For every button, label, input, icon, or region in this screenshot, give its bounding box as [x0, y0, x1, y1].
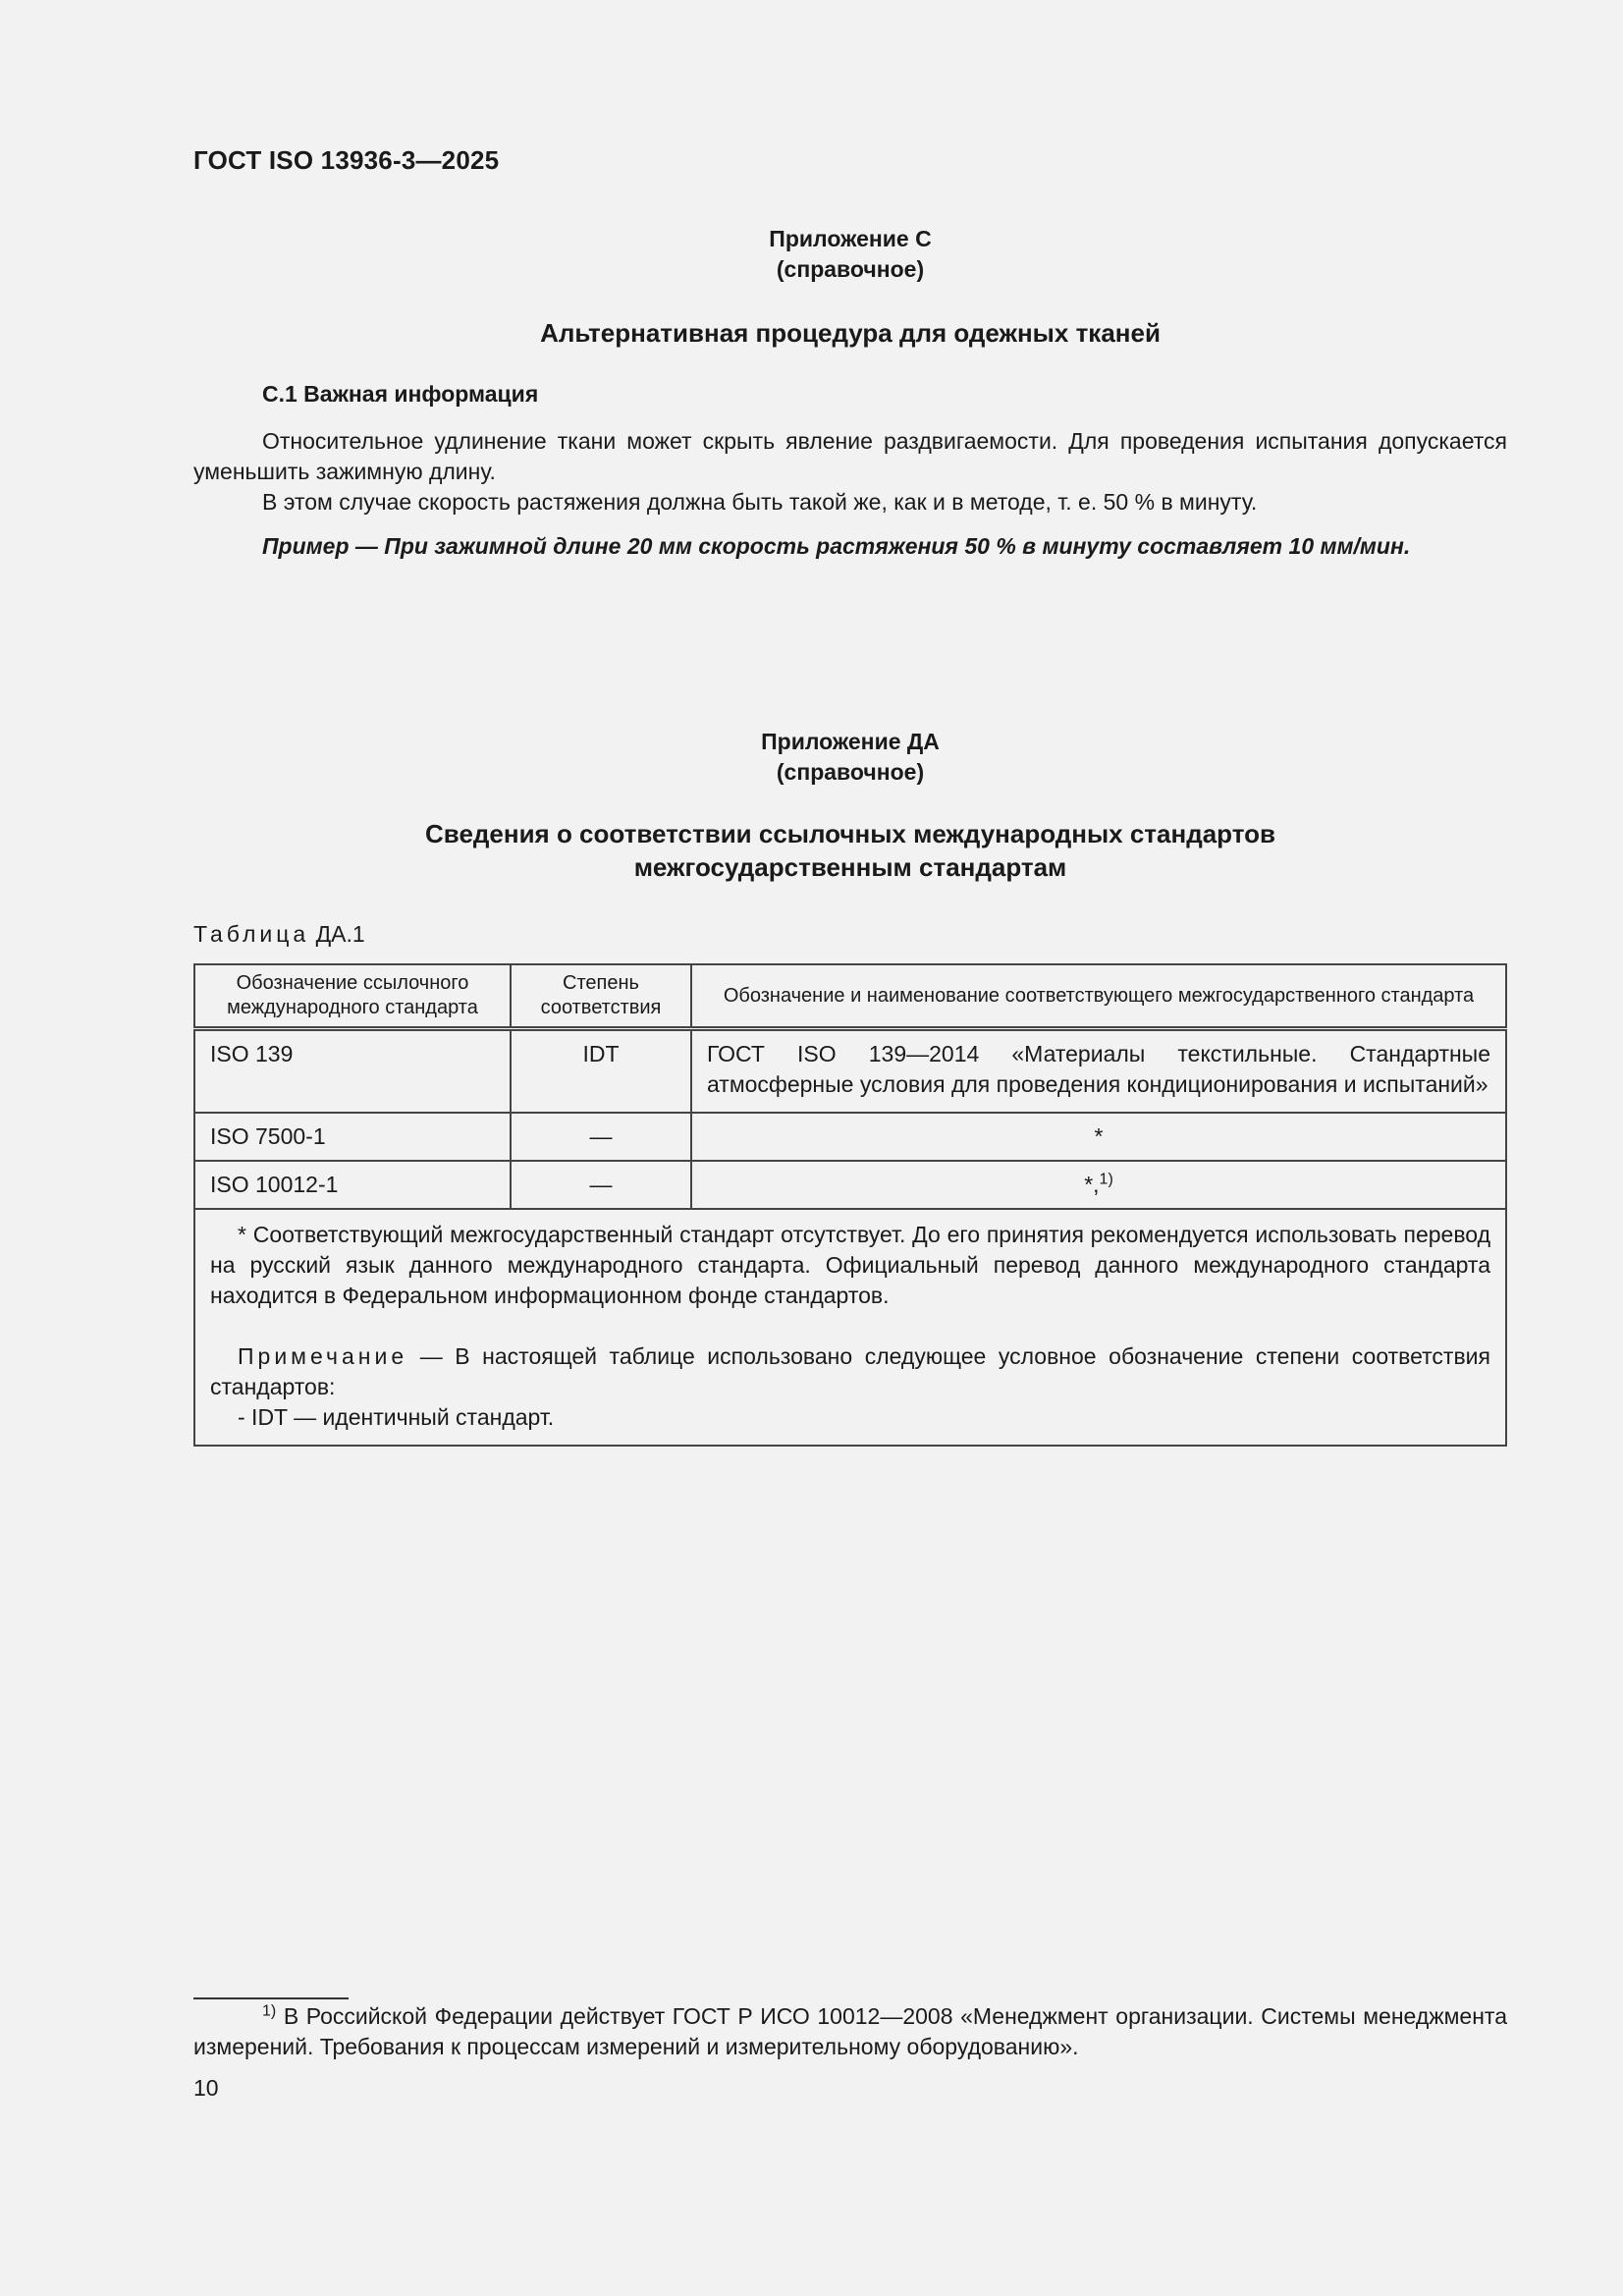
table-notes-cell [194, 1209, 1506, 1446]
appendix-da-subtitle: (справочное) [776, 759, 925, 785]
footnote-ref: 1) [1099, 1170, 1113, 1187]
appendix-da-label: Приложение ДА [761, 729, 940, 754]
correspondence-table [193, 963, 1507, 1447]
appendix-c-label: Приложение С [769, 226, 932, 251]
cell-degree: — [511, 1161, 691, 1209]
document-code: ГОСТ ISO 13936-3—2025 [193, 145, 500, 175]
table-header-row [194, 964, 1506, 1029]
star-note: * Соответствующий межгосударственный стандарт отсутствует. До его принятия рекомендуется использовать перевод на русский язык данного международного стандарта. Официальный перевод данного международного стандарта находится в Федеральном информационном фонде стандартов. [210, 1221, 1490, 1308]
appendix-da-heading [193, 817, 1507, 884]
footnote-marker: 1) [262, 2002, 277, 2020]
page-number: 10 [193, 2075, 219, 2101]
table-note [210, 1341, 1490, 1402]
table-caption [193, 921, 365, 948]
paragraph-2: В этом случае скорость растяжения должна быть такой же, как и в методе, т. е. 50 % в минуту. [262, 489, 1258, 515]
footnote [193, 2001, 1507, 2062]
cell-ref: ISO 10012-1 [194, 1161, 511, 1209]
cell-standard [691, 1161, 1506, 1209]
table-caption-word: Таблица [193, 921, 310, 947]
section-c1-heading: С.1 Важная информация [262, 381, 539, 407]
cell-ref: ISO 7500-1 [194, 1113, 511, 1161]
appendix-c-heading: Альтернативная процедура для одежных тканей [540, 318, 1161, 348]
cell-degree: IDT [511, 1029, 691, 1113]
table-caption-number: ДА.1 [315, 921, 365, 947]
footnote-separator [193, 1997, 349, 1999]
appendix-da-heading-line1: Сведения о соответствии ссылочных международных стандартов [425, 819, 1275, 848]
appendix-c-title [193, 224, 1507, 285]
appendix-c-subtitle: (справочное) [776, 256, 925, 282]
cell-degree: — [511, 1113, 691, 1161]
cell-ref: ISO 139 [194, 1029, 511, 1113]
example-paragraph: Пример — При зажимной длине 20 мм скорость растяжения 50 % в минуту составляет 10 мм/мин. [262, 533, 1411, 559]
header-interstate-standard: Обозначение и наименование соответствующего межгосударственного стандарта [691, 964, 1506, 1029]
table-row [194, 1113, 1506, 1161]
note-text: — В настоящей таблице использовано следующее условное обозначение степени соответствия стандартов: [210, 1342, 1490, 1399]
paragraph-1: Относительное удлинение ткани может скрыть явление раздвигаемости. Для проведения испытания допускается уменьшить зажимную длину. [193, 428, 1507, 484]
header-degree: Степень соответствия [511, 964, 691, 1029]
note-item: - IDT — идентичный стандарт. [238, 1403, 555, 1430]
table-row [194, 1161, 1506, 1209]
note-label: Примечание [238, 1342, 408, 1369]
table-row [194, 1029, 1506, 1113]
footnote-text: В Российской Федерации действует ГОСТ Р ИСО 10012—2008 «Менеджмент организации. Системы менеджмента измерений. Требования к процессам измерений и измерительному оборудованию». [193, 2003, 1507, 2059]
appendix-da-title [193, 727, 1507, 788]
cell-standard: * [691, 1113, 1506, 1161]
appendix-da-heading-line2: межгосударственным стандартам [633, 852, 1067, 882]
table-notes-row [194, 1209, 1506, 1446]
header-ref-standard: Обозначение ссылочного международного стандарта [194, 964, 511, 1029]
cell-standard-text: *, [1084, 1171, 1100, 1197]
cell-standard: ГОСТ ISO 139—2014 «Материалы текстильные. Стандартные атмосферные условия для проведения кондиционирования и испытаний» [691, 1029, 1506, 1113]
